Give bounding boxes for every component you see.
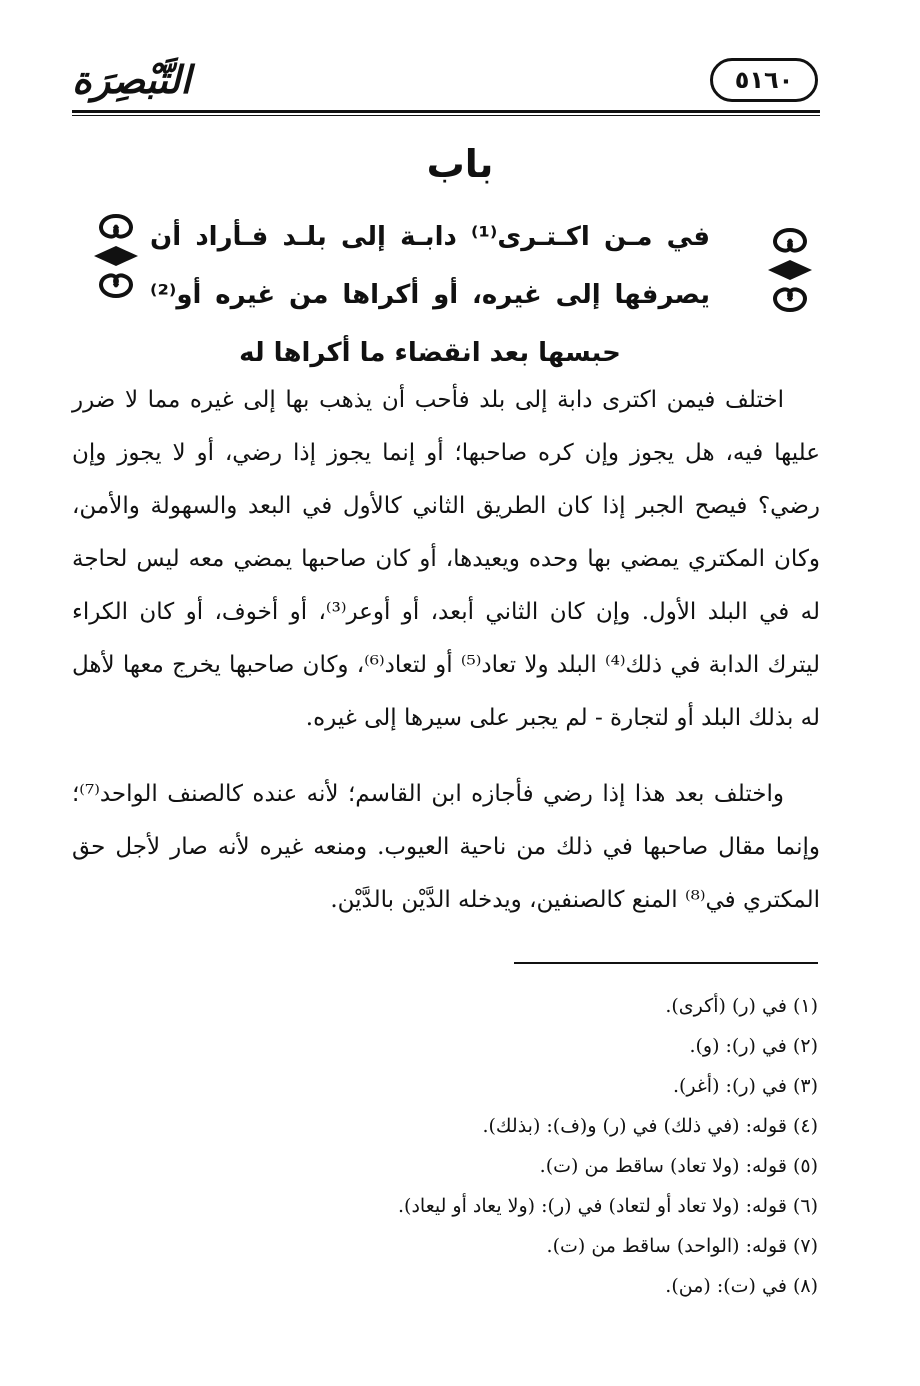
footnote: (١) في (ر) (أكرى). — [665, 995, 818, 1017]
body-paragraph-1 — [72, 374, 820, 745]
chapter-subtitle: في مـن اكـتـرى⁽¹⁾ دابـة إلى بلـد فـأراد أن يصرفها إلى غيره، أو أكراها من غيره أو⁽²⁾ حبسها بعد انقضاء ما أكراها له — [150, 222, 710, 368]
book-title: التَّبْصِرَة — [72, 58, 191, 102]
paragraph-1-text: اختلف فيمن اكترى دابة إلى بلد فأحب أن يذهب بها إلى غيره مما لا ضرر عليها فيه، هل يجوز وإن كره صاحبها؛ أو إنما يجوز إذا رضي، أو لا يجوز وإن رضي؟ فيصح الجبر إذا كان الطريق الثاني كالأول في البعد والسهولة والأمن، وكان المكتري يمضي بها وحده ويعيدها، أو كان صاحبها يمضي معه ليس لحاجة له في البلد الأول. وإن كان الثاني أبعد، أو أوعر⁽³⁾، أو أخوف، أو كان الكراء ليترك الدابة في ذلك⁽⁴⁾ البلد ولا تعاد⁽⁵⁾ أو لتعاد⁽⁶⁾، وكان صاحبها يخرج معها لأهل له بذلك البلد أو لتجارة - لم يجبر على سيرها إلى غيره. — [72, 387, 820, 731]
paragraph-2-text: واختلف بعد هذا إذا رضي فأجازه ابن القاسم؛ لأنه عنده كالصنف الواحد⁽⁷⁾؛ وإنما مقال صاحبها في ذلك من ناحية العيوب. ومنعه غيره لأنه صار لأجل حق المكتري في⁽⁸⁾ المنع كالصنفين، ويدخله الدَّيْن بالدَّيْن. — [72, 781, 820, 913]
footnote-separator — [514, 962, 818, 964]
footnote: (٤) قوله: (في ذلك) في (ر) و(ف): (بذلك). — [482, 1115, 818, 1137]
footnote: (٧) قوله: (الواحد) ساقط من (ت). — [546, 1235, 818, 1257]
footnote: (٢) في (ر): (و). — [689, 1035, 818, 1057]
ornament-left-icon — [86, 212, 146, 300]
footnote: (٣) في (ر): (أغر). — [672, 1075, 818, 1097]
footnote: (٨) في (ت): (من). — [665, 1275, 818, 1297]
ornament-right-icon — [760, 226, 820, 314]
header-rule-thin — [72, 115, 820, 116]
chapter-title: باب — [426, 142, 494, 186]
body-paragraph-2 — [72, 768, 820, 927]
footnote: (٥) قوله: (ولا تعاد) ساقط من (ت). — [539, 1155, 818, 1177]
footnote: (٦) قوله: (ولا تعاد أو لتعاد) في (ر): (ولا يعاد أو ليعاد). — [398, 1195, 818, 1217]
header-rule — [72, 110, 820, 113]
page-number: ٥١٦٠ — [710, 58, 818, 102]
footnotes — [300, 986, 818, 1306]
